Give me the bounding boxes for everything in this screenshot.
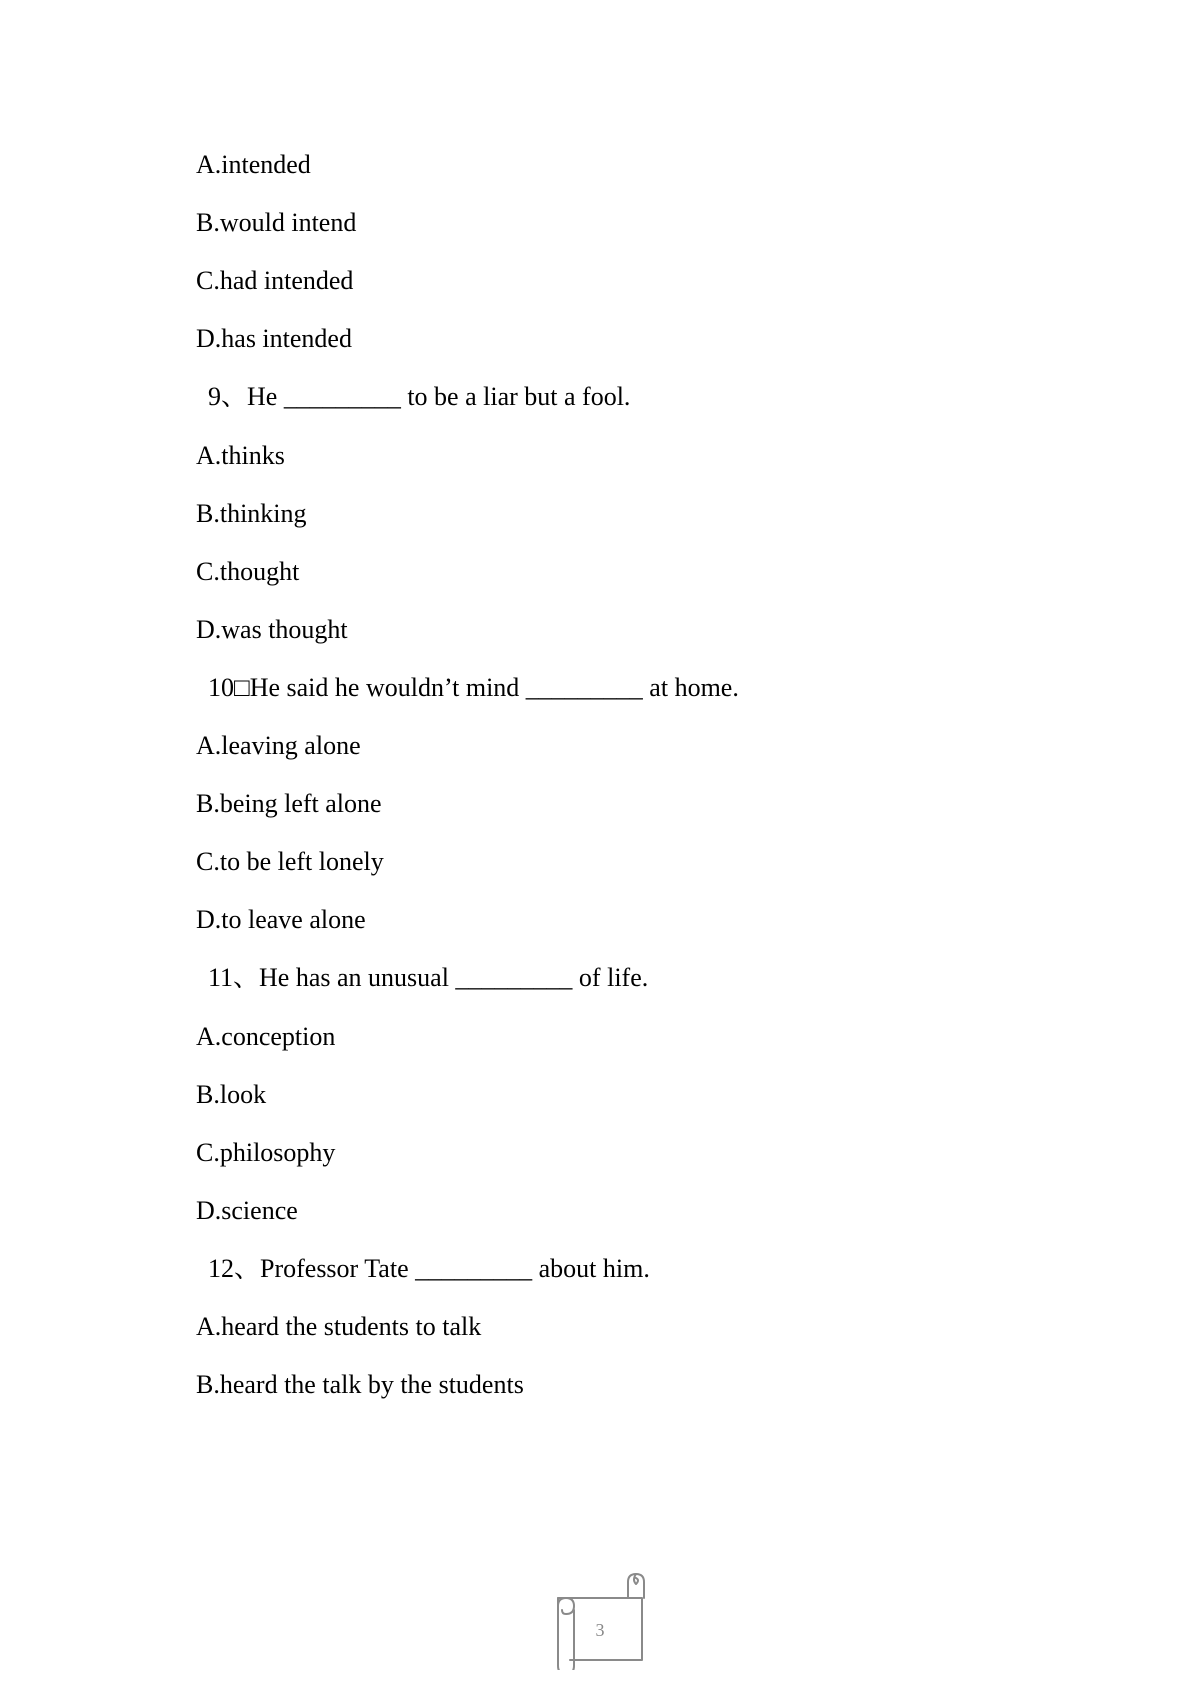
answer-option: C.to be left lonely bbox=[196, 847, 384, 877]
answer-option: D.has intended bbox=[196, 324, 352, 354]
question-stem: 10□He said he wouldn’t mind _________ at home. bbox=[208, 672, 739, 702]
answer-option: D.to leave alone bbox=[196, 905, 366, 935]
answer-option: A.heard the students to talk bbox=[196, 1312, 482, 1341]
answer-option: A.conception bbox=[196, 1021, 336, 1051]
question-stem: 12、Professor Tate _________ about him. bbox=[208, 1253, 650, 1283]
question-stem: 9、He _________ to be a liar but a fool. bbox=[208, 382, 631, 412]
answer-option: A.intended bbox=[196, 150, 311, 179]
answer-option: B.look bbox=[196, 1079, 267, 1109]
answer-option: B.heard the talk by the students bbox=[196, 1370, 524, 1400]
answer-option: A.thinks bbox=[196, 440, 285, 470]
answer-option: A.leaving alone bbox=[196, 731, 361, 760]
answer-option: B.being left alone bbox=[196, 789, 382, 819]
answer-option: D.was thought bbox=[196, 614, 348, 644]
answer-option: D.science bbox=[196, 1195, 298, 1225]
answer-option: C.had intended bbox=[196, 266, 354, 296]
question-stem: 11、He has an unusual _________ of life. bbox=[208, 963, 649, 993]
answer-option: B.would intend bbox=[196, 208, 357, 238]
answer-option: C.philosophy bbox=[196, 1137, 336, 1167]
page-footer bbox=[540, 1570, 660, 1670]
answer-option: B.thinking bbox=[196, 498, 307, 528]
page-number: 3 bbox=[595, 1620, 605, 1640]
answer-option: C.thought bbox=[196, 556, 300, 586]
